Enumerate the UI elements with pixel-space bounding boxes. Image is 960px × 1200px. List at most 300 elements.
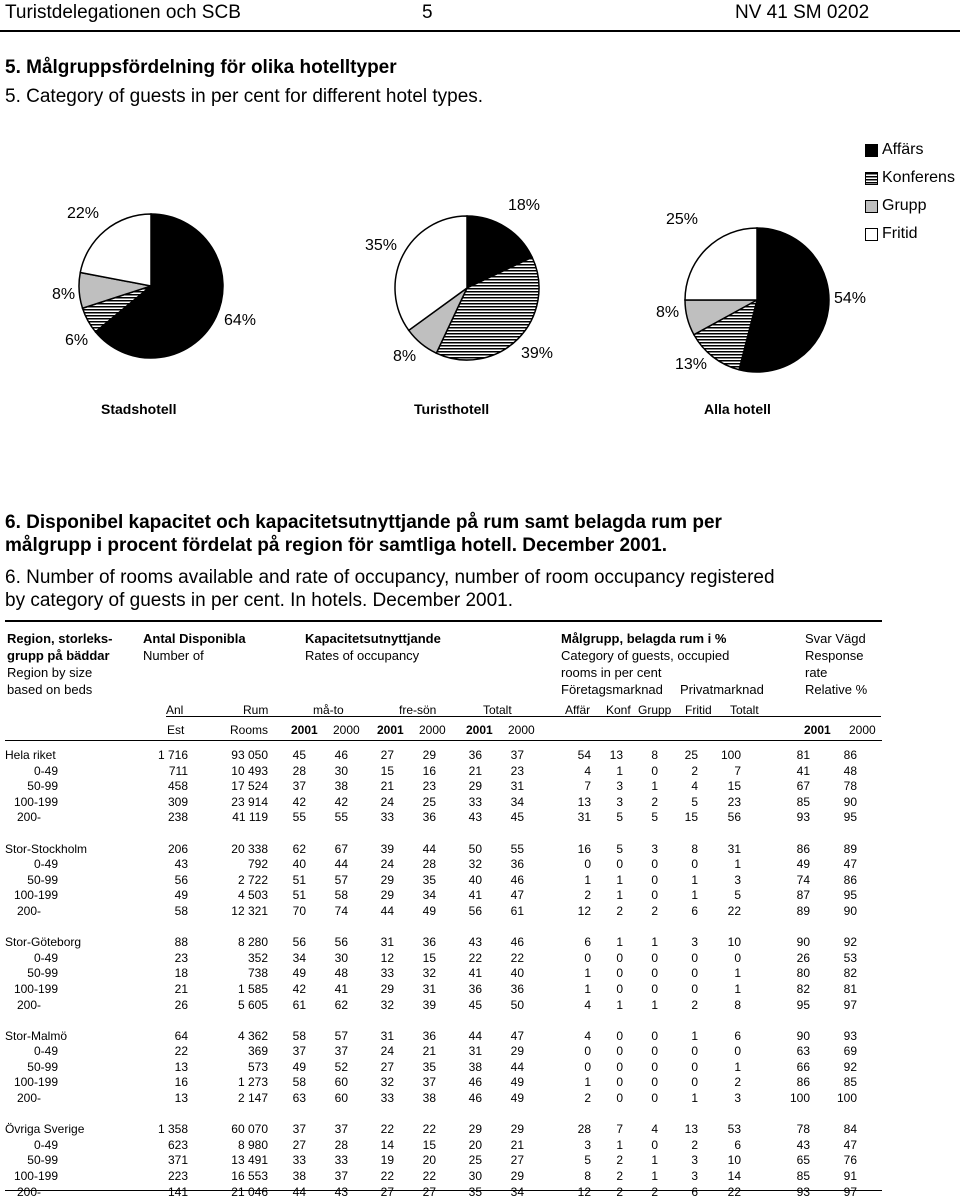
table-cell: 29 [510, 1169, 524, 1184]
group-spacer [5, 1013, 857, 1029]
table-cell: 13 [174, 1091, 188, 1106]
table-cell: 33 [380, 966, 394, 981]
sub1-grupp: Grupp [638, 703, 672, 717]
table-cell: 44 [468, 1028, 482, 1043]
table-cell: 20 338 [231, 841, 268, 856]
table-cell: 1 [734, 966, 741, 981]
table-cell: 22 [422, 1122, 436, 1137]
col-region-en-1: Region by size [7, 665, 93, 680]
table-cell: 31 [577, 810, 591, 825]
table-cell: 0 [691, 1075, 698, 1090]
table-cell: 0 [584, 857, 591, 872]
table-cell: 27 [380, 1059, 394, 1074]
table-cell: 56 [727, 810, 741, 825]
table-cell: 1 [584, 872, 591, 887]
legend-swatch-affars [865, 144, 878, 157]
table-cell: 85 [843, 1075, 857, 1090]
table-cell: 623 [167, 1137, 188, 1152]
table-cell: 34 [422, 888, 436, 903]
pie-label: 39% [521, 345, 554, 362]
table-cell: 86 [796, 1075, 810, 1090]
pie-label: 35% [365, 237, 398, 254]
section6-title-en-1: 6. Number of rooms available and rate of occupancy, number of room occupancy registered [5, 567, 775, 588]
col-kap [305, 630, 441, 664]
table-row [5, 1060, 857, 1076]
table-cell: 100 [789, 1091, 810, 1106]
table-cell: 40 [510, 966, 524, 981]
table-cell: 1 [691, 1028, 698, 1043]
table-cell: 2 722 [237, 872, 268, 887]
table-cell: 36 [510, 857, 524, 872]
table-cell: 22 [510, 950, 524, 965]
table-cell: 58 [174, 903, 188, 918]
row-label: 50-99 [27, 1153, 58, 1168]
pie-charts [0, 120, 960, 430]
table-cell: 1 [616, 1137, 623, 1152]
table-cell: 28 [292, 763, 306, 778]
table-cell: 63 [292, 1091, 306, 1106]
row-label: 200- [17, 997, 42, 1012]
table-cell: 3 [691, 1169, 698, 1184]
table-cell: 78 [843, 779, 857, 794]
table-cell: 8 [691, 841, 698, 856]
table-cell: 35 [422, 1059, 436, 1074]
table-cell: 5 605 [237, 997, 268, 1012]
table-cell: 0 [734, 950, 741, 965]
sub1-fritid: Fritid [685, 703, 712, 717]
table-cell: 1 [584, 966, 591, 981]
table-cell: 31 [510, 779, 524, 794]
table-cell: 16 553 [231, 1169, 268, 1184]
spacer-cell [5, 920, 857, 936]
table-cell: 69 [843, 1044, 857, 1059]
table-cell: 45 [292, 748, 306, 762]
table-cell: 44 [422, 841, 436, 856]
table-cell: 5 [651, 810, 658, 825]
table-cell: 0 [616, 1044, 623, 1059]
row-label: 100-199 [13, 1075, 58, 1090]
table-cell: 36 [422, 810, 436, 825]
table-cell: 5 [734, 888, 741, 903]
table-cell: 2 147 [237, 1091, 268, 1106]
table-cell: 0 [691, 950, 698, 965]
table-cell: 33 [468, 794, 482, 809]
group-spacer [5, 1107, 857, 1123]
table-cell: 22 [422, 1169, 436, 1184]
table-cell: 20 [422, 1153, 436, 1168]
table-cell: 46 [510, 935, 524, 950]
table-cell: 1 [691, 1091, 698, 1106]
row-label: Övriga Sverige [5, 1122, 85, 1137]
row-label: 200- [17, 810, 42, 825]
table-cell: 10 [727, 935, 741, 950]
table-cell: 31 [380, 935, 394, 950]
table-cell: 66 [796, 1059, 810, 1074]
table-cell: 36 [468, 981, 482, 996]
table-cell: 29 [380, 981, 394, 996]
table-cell: 1 [616, 935, 623, 950]
table-cell: 95 [843, 888, 857, 903]
table-cell: 29 [468, 1122, 482, 1137]
table-cell: 1 [691, 888, 698, 903]
table-cell: 1 273 [237, 1075, 268, 1090]
table-cell: 74 [334, 903, 348, 918]
table-cell: 0 [651, 966, 658, 981]
col-svar [805, 630, 867, 698]
table-cell: 33 [292, 1153, 306, 1168]
table-cell: 92 [843, 935, 857, 950]
table-row [5, 1138, 857, 1154]
col-region-sv-2: grupp på bäddar [7, 648, 110, 663]
group-spacer [5, 826, 857, 842]
table-cell: 20 [468, 1137, 482, 1152]
table-cell: 6 [734, 1137, 741, 1152]
pie-name-alla-hotell: Alla hotell [704, 401, 771, 417]
table-cell: 88 [174, 935, 188, 950]
table-cell: 44 [510, 1059, 524, 1074]
table-cell: 15 [727, 779, 741, 794]
table-row [5, 904, 857, 920]
legend-swatch-grupp [865, 200, 878, 213]
table-cell: 15 [380, 763, 394, 778]
table-row [5, 888, 857, 904]
table-cell: 37 [292, 1044, 306, 1059]
table-cell: 1 [651, 1169, 658, 1184]
table-cell: 2 [734, 1075, 741, 1090]
table-cell: 38 [334, 779, 348, 794]
table-row [5, 857, 857, 873]
table-cell: 56 [174, 872, 188, 887]
table-row [5, 1091, 857, 1107]
table-cell: 0 [651, 1137, 658, 1152]
table-cell: 29 [468, 779, 482, 794]
table-cell: 45 [510, 810, 524, 825]
row-label: 100-199 [13, 981, 58, 996]
table-cell: 0 [651, 857, 658, 872]
row-label: 50-99 [27, 1059, 58, 1074]
col-foretag: Företagsmarknad [561, 682, 663, 697]
table-cell: 4 [584, 997, 591, 1012]
table-cell: 0 [616, 857, 623, 872]
data-table [5, 748, 857, 1200]
table-cell: 19 [380, 1153, 394, 1168]
table-row [5, 873, 857, 889]
table-cell: 58 [292, 1028, 306, 1043]
table-cell: 5 [616, 841, 623, 856]
legend-label: Affärs [882, 141, 924, 158]
table-cell: 16 [577, 841, 591, 856]
table-cell: 38 [468, 1059, 482, 1074]
table-cell: 141 [167, 1184, 188, 1199]
table-cell: 27 [292, 1137, 306, 1152]
table-cell: 4 503 [237, 888, 268, 903]
table-cell: 32 [380, 1075, 394, 1090]
region-total-row [5, 1122, 857, 1138]
col-antal [143, 630, 246, 664]
col-svar-title: Svar Vägd [805, 631, 866, 646]
table-cell: 41 119 [232, 810, 268, 825]
table-row [5, 795, 857, 811]
table-cell: 56 [468, 903, 482, 918]
table-cell: 64 [174, 1028, 188, 1043]
col-rates: Rates of occupancy [305, 648, 420, 663]
table-cell: 12 321 [231, 903, 268, 918]
table-cell: 93 [843, 1028, 857, 1043]
table-cell: 89 [796, 903, 810, 918]
table-cell: 0 [691, 1059, 698, 1074]
table-cell: 38 [292, 1169, 306, 1184]
table-cell: 0 [734, 1044, 741, 1059]
table-cell: 60 [334, 1075, 348, 1090]
table-cell: 15 [422, 1137, 436, 1152]
pie-label: 13% [675, 356, 708, 373]
spacer-cell [5, 1107, 857, 1123]
table-cell: 8 [734, 997, 741, 1012]
table-cell: 2 [584, 1091, 591, 1106]
table-cell: 4 [651, 1122, 658, 1137]
table-cell: 3 [584, 1137, 591, 1152]
table-cell: 0 [616, 1059, 623, 1074]
table-cell: 10 493 [231, 763, 268, 778]
table-cell: 93 [796, 1184, 810, 1199]
spacer-cell [5, 826, 857, 842]
table-cell: 81 [796, 748, 810, 762]
table-cell: 31 [468, 1044, 482, 1059]
table-cell: 43 [174, 857, 188, 872]
table-cell: 24 [380, 1044, 394, 1059]
table-cell: 86 [843, 748, 857, 762]
spacer-cell [5, 1013, 857, 1029]
legend-label: Grupp [882, 197, 927, 214]
row-label: 0-49 [33, 763, 58, 778]
table-cell: 26 [174, 997, 188, 1012]
col-rooms-pc: rooms in per cent [561, 665, 662, 680]
table-cell: 43 [468, 810, 482, 825]
table-cell: 21 [380, 779, 394, 794]
table-cell: 52 [334, 1059, 348, 1074]
table-cell: 90 [796, 935, 810, 950]
sub1-totalt-2: Totalt [730, 703, 759, 717]
table-cell: 47 [843, 1137, 857, 1152]
table-cell: 97 [843, 1184, 857, 1199]
table-cell: 24 [380, 857, 394, 872]
table-cell: 50 [510, 997, 524, 1012]
table-cell: 31 [727, 841, 741, 856]
table-cell: 1 [651, 935, 658, 950]
table-cell: 30 [334, 950, 348, 965]
table-cell: 40 [292, 857, 306, 872]
header-left: Turistdelegationen och SCB [5, 2, 241, 23]
table-cell: 53 [727, 1122, 741, 1137]
table-cell: 55 [334, 810, 348, 825]
table-row [5, 1169, 857, 1185]
table-cell: 41 [468, 888, 482, 903]
row-label: 200- [17, 903, 42, 918]
table-cell: 74 [796, 872, 810, 887]
table-cell: 32 [380, 997, 394, 1012]
table-cell: 32 [422, 966, 436, 981]
table-cell: 41 [334, 981, 348, 996]
table-cell: 2 [651, 794, 658, 809]
sub1-anl: Anl [166, 703, 184, 717]
table-cell: 90 [843, 903, 857, 918]
table-cell: 93 050 [231, 748, 268, 762]
table-cell: 29 [510, 1122, 524, 1137]
row-label: 100-199 [13, 794, 58, 809]
table-cell: 86 [843, 872, 857, 887]
header-rule [0, 30, 960, 32]
row-label: 50-99 [27, 779, 58, 794]
table-cell: 56 [334, 935, 348, 950]
table-cell: 4 [584, 1028, 591, 1043]
page-number: 5 [422, 2, 433, 23]
table-top-rule [5, 620, 882, 622]
table-cell: 25 [468, 1153, 482, 1168]
sub2-year: 2001 [466, 723, 493, 737]
table-cell: 51 [292, 888, 306, 903]
pie-label: 22% [67, 205, 100, 222]
table-cell: 37 [292, 1122, 306, 1137]
table-cell: 14 [380, 1137, 394, 1152]
table-cell: 28 [334, 1137, 348, 1152]
table-cell: 458 [167, 779, 188, 794]
table-cell: 39 [380, 841, 394, 856]
table-cell: 4 362 [237, 1028, 268, 1043]
table-cell: 0 [691, 981, 698, 996]
table-row [5, 810, 857, 826]
table-cell: 47 [843, 857, 857, 872]
table-cell: 7 [616, 1122, 623, 1137]
region-total-row [5, 748, 857, 764]
row-label: 0-49 [33, 857, 58, 872]
table-cell: 90 [843, 794, 857, 809]
table-cell: 82 [796, 981, 810, 996]
table-row [5, 1075, 857, 1091]
table-cell: 13 [174, 1059, 188, 1074]
table-cell: 1 358 [157, 1122, 188, 1137]
table-cell: 92 [843, 1059, 857, 1074]
pie-label: 8% [393, 348, 417, 365]
table-cell: 49 [510, 1091, 524, 1106]
pie-label: 54% [834, 290, 867, 307]
table-cell: 0 [691, 857, 698, 872]
sub2-year: 2000 [849, 723, 876, 737]
table-cell: 42 [292, 794, 306, 809]
table-cell: 42 [334, 794, 348, 809]
table-cell: 36 [510, 981, 524, 996]
table-cell: 6 [691, 903, 698, 918]
table-cell: 16 [422, 763, 436, 778]
table-cell: 1 [616, 888, 623, 903]
table-cell: 43 [468, 935, 482, 950]
table-cell: 238 [167, 810, 188, 825]
col-malgrupp-title: Målgrupp, belagda rum i % [561, 631, 727, 646]
table-cell: 23 [727, 794, 741, 809]
table-cell: 41 [796, 763, 810, 778]
table-cell: 89 [843, 841, 857, 856]
table-cell: 36 [422, 935, 436, 950]
table-cell: 22 [727, 1184, 741, 1199]
table-cell: 0 [651, 888, 658, 903]
col-region-sv-1: Region, storleks- [7, 631, 113, 646]
table-cell: 23 914 [231, 794, 268, 809]
table-cell: 60 [334, 1091, 348, 1106]
table-cell: 22 [727, 903, 741, 918]
table-cell: 49 [510, 1075, 524, 1090]
row-label: 200- [17, 1091, 42, 1106]
sub1-rum: Rum [243, 703, 269, 717]
table-cell: 86 [796, 841, 810, 856]
table-cell: 28 [577, 1122, 591, 1137]
table-cell: 31 [422, 981, 436, 996]
table-cell: 32 [468, 857, 482, 872]
table-cell: 29 [510, 1044, 524, 1059]
table-cell: 37 [422, 1075, 436, 1090]
table-cell: 17 524 [231, 779, 268, 794]
table-cell: 25 [684, 748, 698, 762]
table-cell: 2 [584, 888, 591, 903]
table-cell: 2 [616, 1169, 623, 1184]
table-cell: 21 [422, 1044, 436, 1059]
table-cell: 0 [584, 950, 591, 965]
pie-name-stadshotell: Stadshotell [101, 401, 177, 417]
table-cell: 1 [616, 997, 623, 1012]
col-rate: rate [805, 665, 828, 680]
row-label: 0-49 [33, 950, 58, 965]
table-cell: 8 [584, 1169, 591, 1184]
table-cell: 0 [651, 763, 658, 778]
table-cell: 8 980 [237, 1137, 268, 1152]
table-cell: 0 [584, 1059, 591, 1074]
table-cell: 3 [651, 841, 658, 856]
table-cell: 55 [292, 810, 306, 825]
table-cell: 0 [691, 966, 698, 981]
table-cell: 58 [292, 1075, 306, 1090]
table-cell: 57 [334, 1028, 348, 1043]
col-malgrupp [561, 630, 729, 681]
table-cell: 13 [577, 794, 591, 809]
table-cell: 15 [684, 810, 698, 825]
table-cell: 3 [616, 779, 623, 794]
table-cell: 40 [468, 872, 482, 887]
table-cell: 0 [616, 1075, 623, 1090]
table-cell: 792 [247, 857, 268, 872]
table-row [5, 966, 857, 982]
table-cell: 80 [796, 966, 810, 981]
table-cell: 84 [843, 1122, 857, 1137]
table-cell: 309 [167, 794, 188, 809]
table-cell: 90 [796, 1028, 810, 1043]
table-cell: 24 [380, 794, 394, 809]
table-cell: 4 [584, 763, 591, 778]
table-cell: 37 [510, 748, 524, 762]
table-cell: 2 [691, 997, 698, 1012]
table-cell: 573 [247, 1059, 268, 1074]
row-label: 0-49 [33, 1044, 58, 1059]
table-cell: 55 [510, 841, 524, 856]
table-cell: 1 716 [157, 748, 188, 762]
table-cell: 1 [734, 981, 741, 996]
table-cell: 65 [796, 1153, 810, 1168]
row-label: Stor-Stockholm [5, 841, 88, 856]
table-row [5, 982, 857, 998]
table-cell: 1 [651, 1153, 658, 1168]
col-number-of: Number of [143, 648, 204, 663]
group-spacer [5, 920, 857, 936]
table-cell: 12 [577, 1184, 591, 1199]
table-cell: 33 [334, 1153, 348, 1168]
table-cell: 30 [468, 1169, 482, 1184]
